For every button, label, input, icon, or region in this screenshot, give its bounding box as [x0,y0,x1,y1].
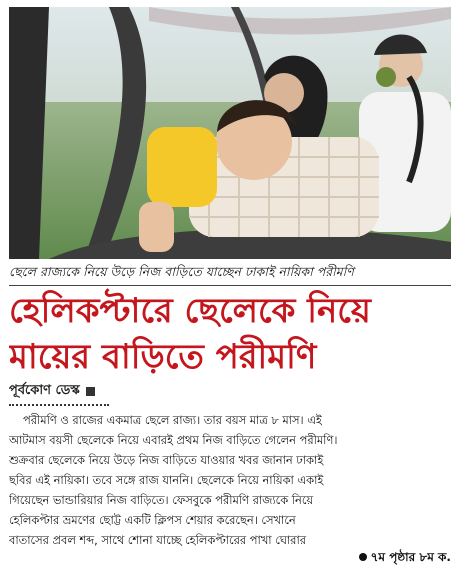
article-photo [9,7,451,259]
dateline [9,382,95,400]
headline-line-2: মায়ের বাড়িতে পরীমণি [9,337,317,377]
headline-line-1: হেলিকপ্টারে ছেলেকে নিয়ে [9,291,371,331]
photo-caption: ছেলে রাজ্যকে নিয়ে উড়ে নিজ বাড়িতে যাচ্ছেন ঢাকাই নায়িকা পরীমণি [9,264,354,279]
helicopter-cockpit-photo [9,7,451,259]
continued-text: ৭ম পৃষ্ঠার ৮ম ক. [370,550,451,564]
body-line: ছবির এই নায়িকা। তবে সঙ্গে রাজ যাননি। ছেলেকে নিয়ে নায়িকা একাই [9,473,324,487]
body-line: আটমাস বয়সী ছেলেকে নিয়ে এবারই প্রথম নিজ বাড়িতে গেলেন পরীমণি। [9,433,338,447]
bullet-icon [359,553,367,561]
body-line: হেলিকপ্টার ভ্রমণের ছোট্ট একটি ক্লিপস শেয়ার করেছেন। সেখানে [9,513,296,527]
continued-reference [359,548,451,566]
body-line: বাতাসের প্রবল শব্দ, সাথে শোনা যাচ্ছে হেলিকপ্টারের পাখা ঘোরার [9,533,307,547]
body-line: গিয়েছেন ভান্ডারিয়ার নিজ বাড়িতে। ফেসবুকে পরীমণি রাজ্যকে নিয়ে [9,493,314,507]
square-icon [86,387,95,396]
body-line: শুক্রবার ছেলেকে নিয়ে উড়ে নিজ বাড়িতে যাওয়ার খবর জানান ঢাকাই [9,453,324,467]
body-line: পরীমণি ও রাজের একমাত্র ছেলে রাজ্য। তার বয়স মাত্র ৮ মাস। এই [23,413,322,427]
article-body [9,410,451,550]
headline [9,288,451,380]
caption-divider [9,285,451,286]
dateline-text: পূর্বকোণ ডেস্ক [9,383,80,398]
dotted-divider [9,404,109,406]
